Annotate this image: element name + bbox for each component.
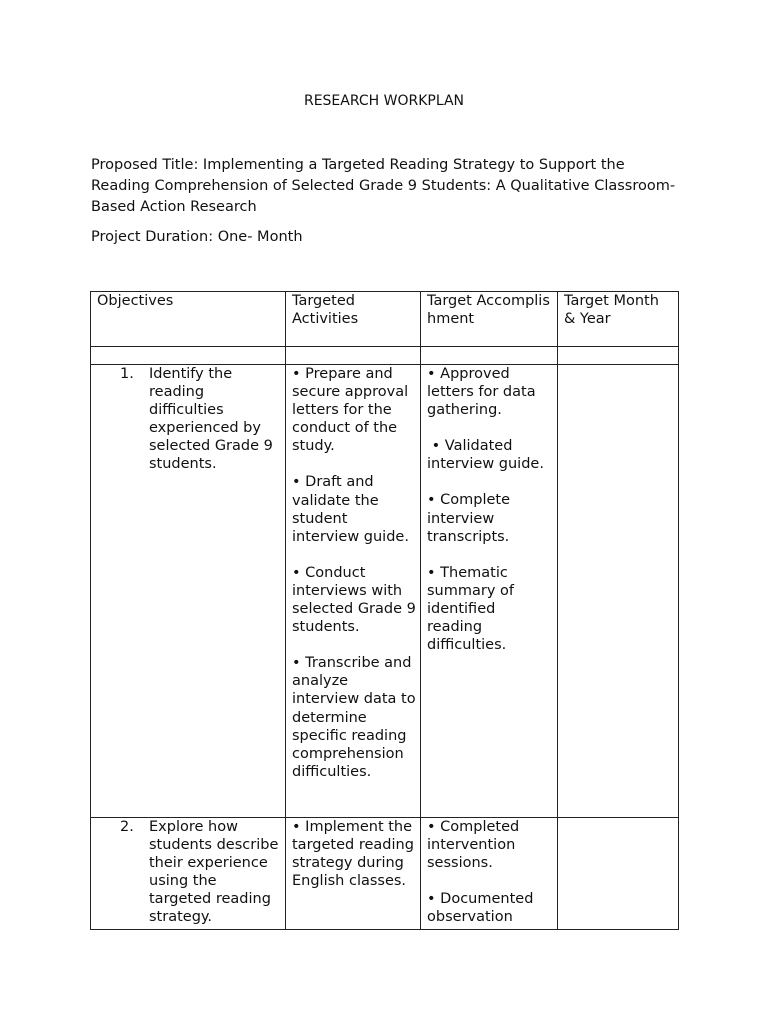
- objective-cell: [91, 365, 286, 818]
- empty-cell: [286, 347, 421, 365]
- objective-number: 1.: [120, 366, 134, 382]
- accomplishment-item: • Validated interview guide.: [427, 438, 544, 473]
- document-title: RESEARCH WORKPLAN: [303, 93, 465, 109]
- empty-cell: [91, 347, 286, 365]
- month-year-cell: [558, 365, 679, 818]
- table-spacer-row: [91, 347, 679, 365]
- table-row: [91, 365, 679, 818]
- empty-cell: [421, 347, 558, 365]
- accomplishment-item: • Complete interview transcripts.: [427, 492, 511, 545]
- table-row: [91, 818, 679, 930]
- objective-cell: [91, 818, 286, 930]
- header-target-month-year: Target Month & Year: [558, 292, 679, 347]
- header-objectives: Objectives: [91, 292, 286, 347]
- objective-text: Explore how students describe their experience using the targeted reading strategy.: [149, 819, 279, 926]
- objective-text: Identify the reading difficulties experienced by selected Grade 9 students.: [149, 366, 273, 473]
- activity-item: • Transcribe and analyze interview data to determine specific reading comprehension difficulties.: [292, 655, 416, 780]
- empty-cell: [558, 347, 679, 365]
- activity-item: • Prepare and secure approval letters for the conduct of the study.: [292, 366, 409, 455]
- objective-number: 2.: [120, 819, 134, 835]
- accomplishment-item: • Completed intervention sessions.: [427, 819, 520, 872]
- table-header-row: [91, 292, 679, 347]
- accomplishment-item: • Approved letters for data gathering.: [427, 366, 536, 419]
- accomplishments-cell: [421, 818, 558, 930]
- activity-item: • Conduct interviews with selected Grade 9 students.: [292, 564, 416, 636]
- project-duration: Project Duration: One- Month: [91, 229, 303, 245]
- accomplishment-item: • Documented observation: [427, 891, 534, 926]
- proposed-title: Proposed Title: Implementing a Targeted Reading Strategy to Support the Reading Comprehension of Selected Grade 9 Students: A Qualitative Classroom-Based Action Research: [91, 157, 676, 215]
- month-year-cell: [558, 818, 679, 930]
- activity-item: • Draft and validate the student interview guide.: [292, 474, 409, 545]
- header-target-accomplishment: Target Accomplishment: [421, 292, 558, 347]
- accomplishment-item: • Thematic summary of identified reading difficulties.: [427, 564, 515, 654]
- activities-cell: [286, 818, 421, 930]
- activities-cell: [286, 365, 421, 818]
- header-targeted-activities: Targeted Activities: [286, 292, 421, 347]
- workplan-table: [90, 291, 679, 930]
- accomplishments-cell: [421, 365, 558, 818]
- activity-item: • Implement the targeted reading strategy during English classes.: [292, 819, 414, 890]
